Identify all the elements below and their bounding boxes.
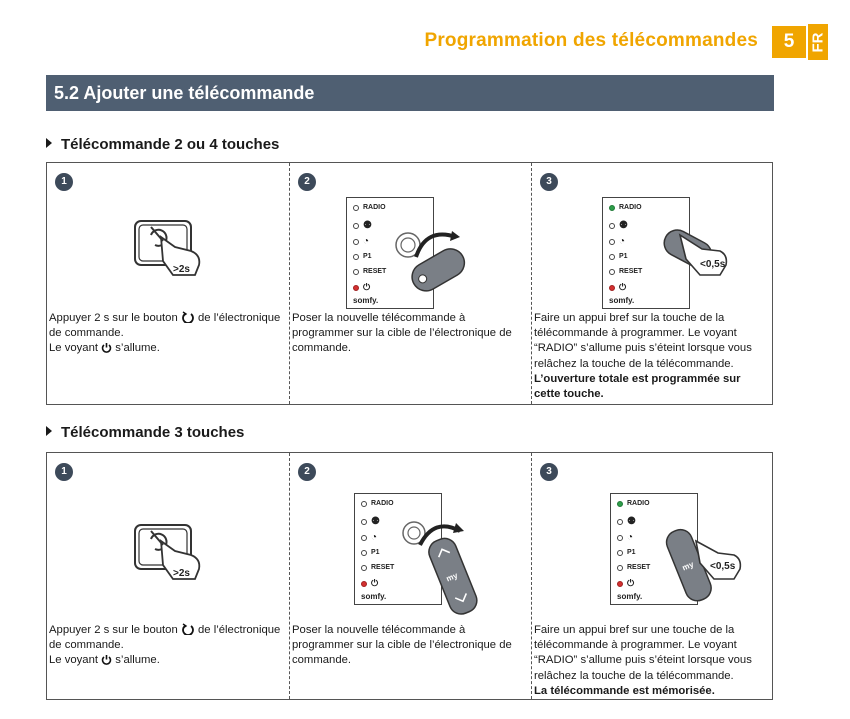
power-row bbox=[617, 578, 634, 589]
radio-row bbox=[609, 204, 642, 211]
led-icon bbox=[353, 205, 359, 211]
reset-label: RESET bbox=[371, 564, 395, 571]
led-icon bbox=[617, 519, 623, 525]
brand-logo: somfy. bbox=[361, 592, 387, 601]
reset-row bbox=[361, 564, 394, 571]
language-label: FR bbox=[809, 32, 827, 52]
radio-label: RADIO bbox=[619, 204, 642, 211]
radio-row bbox=[617, 500, 650, 507]
step-description bbox=[49, 623, 285, 669]
led-icon bbox=[361, 535, 367, 541]
step-text-part: Faire un appui bref sur la touche de la télécommande à programmer. Le voyant “RADIO” s’allume puis s’éteint lorsque vous relâchez la touche de la télécommande. bbox=[534, 312, 752, 370]
led-icon bbox=[617, 535, 623, 541]
program-button-icon bbox=[181, 311, 195, 323]
press-button-hand-icon bbox=[133, 519, 209, 583]
led-red-icon bbox=[353, 285, 359, 291]
pedestrian-icon: ⚉ bbox=[619, 220, 628, 231]
steps-box bbox=[46, 452, 773, 700]
led-icon bbox=[617, 550, 623, 556]
timer-row bbox=[617, 532, 633, 543]
section-title-bar: 5.2 Ajouter une télécommande bbox=[46, 75, 774, 111]
step-description: Poser la nouvelle télécommande à programmer sur la cible de l’électronique de commande. bbox=[292, 312, 512, 355]
step-number-badge: 3 bbox=[540, 173, 558, 191]
subsection-title bbox=[46, 424, 244, 441]
led-icon bbox=[353, 269, 359, 275]
step-text-part: Le voyant bbox=[49, 654, 102, 667]
step-description bbox=[534, 311, 769, 402]
timer-icon: ◔ bbox=[627, 532, 634, 543]
steps-box bbox=[46, 162, 773, 405]
pedestrian-row bbox=[609, 220, 628, 231]
subsection-label: Télécommande 2 ou 4 touches bbox=[61, 136, 280, 153]
step-text-part: de l’électronique de commande. bbox=[49, 624, 281, 652]
press-duration-label: <0,5s bbox=[700, 259, 726, 270]
reset-row bbox=[617, 564, 650, 571]
power-icon bbox=[101, 342, 112, 353]
step-text-part: Le voyant bbox=[49, 342, 102, 355]
brand-logo: somfy. bbox=[617, 592, 643, 601]
power-row bbox=[361, 578, 378, 589]
triangle-bullet-icon bbox=[46, 138, 52, 148]
step-number-badge: 1 bbox=[55, 173, 73, 191]
timer-row bbox=[353, 236, 369, 247]
led-red-icon bbox=[617, 581, 623, 587]
step-3 bbox=[531, 453, 773, 699]
p1-row bbox=[361, 549, 380, 556]
power-row bbox=[353, 282, 370, 293]
pedestrian-icon: ⚉ bbox=[363, 220, 372, 231]
press-button-hand-icon bbox=[133, 215, 209, 279]
remote-control-icon bbox=[394, 509, 494, 619]
radio-label: RADIO bbox=[627, 500, 650, 507]
p1-label: P1 bbox=[619, 253, 628, 260]
p1-label: P1 bbox=[371, 549, 380, 556]
led-green-icon bbox=[617, 501, 623, 507]
power-icon: ⏻ bbox=[363, 282, 371, 292]
led-icon bbox=[361, 501, 367, 507]
reset-label: RESET bbox=[363, 268, 387, 275]
radio-row bbox=[353, 204, 386, 211]
step-text-part: Faire un appui bref sur une touche de la télécommande à programmer. Le voyant “RADIO” s’allume puis s’éteint lorsque vous relâchez la touche de la télécommande. bbox=[534, 624, 752, 682]
step-1 bbox=[47, 163, 289, 404]
reset-label: RESET bbox=[619, 268, 643, 275]
p1-row bbox=[617, 549, 636, 556]
timer-icon: ◔ bbox=[619, 236, 626, 247]
timer-icon: ◔ bbox=[371, 532, 378, 543]
p1-row bbox=[609, 253, 628, 260]
step-3 bbox=[531, 163, 773, 404]
pedestrian-row bbox=[617, 516, 636, 527]
power-icon: ⏻ bbox=[371, 578, 379, 588]
led-icon bbox=[609, 239, 615, 245]
reset-row bbox=[609, 268, 642, 275]
pedestrian-row bbox=[361, 516, 380, 527]
remote-my-key: my bbox=[444, 570, 459, 584]
power-icon: ⏻ bbox=[619, 282, 627, 292]
triangle-bullet-icon bbox=[46, 426, 52, 436]
step-number-badge: 3 bbox=[540, 463, 558, 481]
pedestrian-row bbox=[353, 220, 372, 231]
step-description: Poser la nouvelle télécommande à programmer sur la cible de l’électronique de commande. bbox=[292, 624, 512, 667]
reset-label: RESET bbox=[627, 564, 651, 571]
led-icon bbox=[609, 254, 615, 260]
timer-row bbox=[361, 532, 377, 543]
led-red-icon bbox=[361, 581, 367, 587]
led-icon bbox=[617, 565, 623, 571]
remote-control-icon bbox=[386, 215, 476, 305]
step-description bbox=[49, 311, 285, 357]
remote-my-key: my bbox=[680, 559, 695, 573]
radio-label: RADIO bbox=[363, 204, 386, 211]
step-text-part: s’allume. bbox=[112, 654, 160, 667]
led-icon bbox=[361, 519, 367, 525]
step-number-badge: 1 bbox=[55, 463, 73, 481]
radio-label: RADIO bbox=[371, 500, 394, 507]
timer-icon: ◔ bbox=[363, 236, 370, 247]
led-icon bbox=[361, 550, 367, 556]
step-2 bbox=[289, 453, 531, 699]
led-icon bbox=[609, 269, 615, 275]
reset-row bbox=[353, 268, 386, 275]
step-result-text: La télécommande est mémorisée. bbox=[534, 684, 715, 697]
language-tab bbox=[808, 24, 828, 60]
step-number-badge: 2 bbox=[298, 463, 316, 481]
press-duration-label: >2s bbox=[173, 568, 190, 579]
brand-logo: somfy. bbox=[353, 296, 379, 305]
brand-logo: somfy. bbox=[609, 296, 635, 305]
step-result-text: L’ouverture totale est programmée sur cette touche. bbox=[534, 372, 741, 401]
power-icon: ⏻ bbox=[627, 578, 635, 588]
power-icon bbox=[101, 654, 112, 665]
led-green-icon bbox=[609, 205, 615, 211]
led-icon bbox=[353, 254, 359, 260]
radio-row bbox=[361, 500, 394, 507]
press-duration-label: >2s bbox=[173, 264, 190, 275]
step-text-part: Appuyer 2 s sur le bouton bbox=[49, 624, 181, 636]
led-icon bbox=[353, 223, 359, 229]
led-icon bbox=[609, 223, 615, 229]
press-duration-label: <0,5s bbox=[710, 561, 736, 572]
subsection-title bbox=[46, 136, 279, 153]
page-header-title: Programmation des télécommandes bbox=[424, 30, 758, 51]
power-row bbox=[609, 282, 626, 293]
chapter-number: 5 bbox=[772, 26, 806, 58]
p1-label: P1 bbox=[627, 549, 636, 556]
step-text-part: s’allume. bbox=[112, 342, 160, 355]
p1-row bbox=[353, 253, 372, 260]
subsection-label: Télécommande 3 touches bbox=[61, 424, 245, 441]
pedestrian-icon: ⚉ bbox=[371, 516, 380, 527]
led-icon bbox=[361, 565, 367, 571]
step-text-part: de l’électronique de commande. bbox=[49, 312, 281, 340]
step-2 bbox=[289, 163, 531, 404]
step-description bbox=[534, 623, 769, 699]
program-button-icon bbox=[181, 623, 195, 635]
timer-row bbox=[609, 236, 625, 247]
remote-press-hand-icon bbox=[652, 515, 752, 605]
led-red-icon bbox=[609, 285, 615, 291]
p1-label: P1 bbox=[363, 253, 372, 260]
step-text-part: Appuyer 2 s sur le bouton bbox=[49, 312, 181, 324]
step-number-badge: 2 bbox=[298, 173, 316, 191]
step-1 bbox=[47, 453, 289, 699]
pedestrian-icon: ⚉ bbox=[627, 516, 636, 527]
remote-press-hand-icon bbox=[642, 219, 742, 289]
led-icon bbox=[353, 239, 359, 245]
